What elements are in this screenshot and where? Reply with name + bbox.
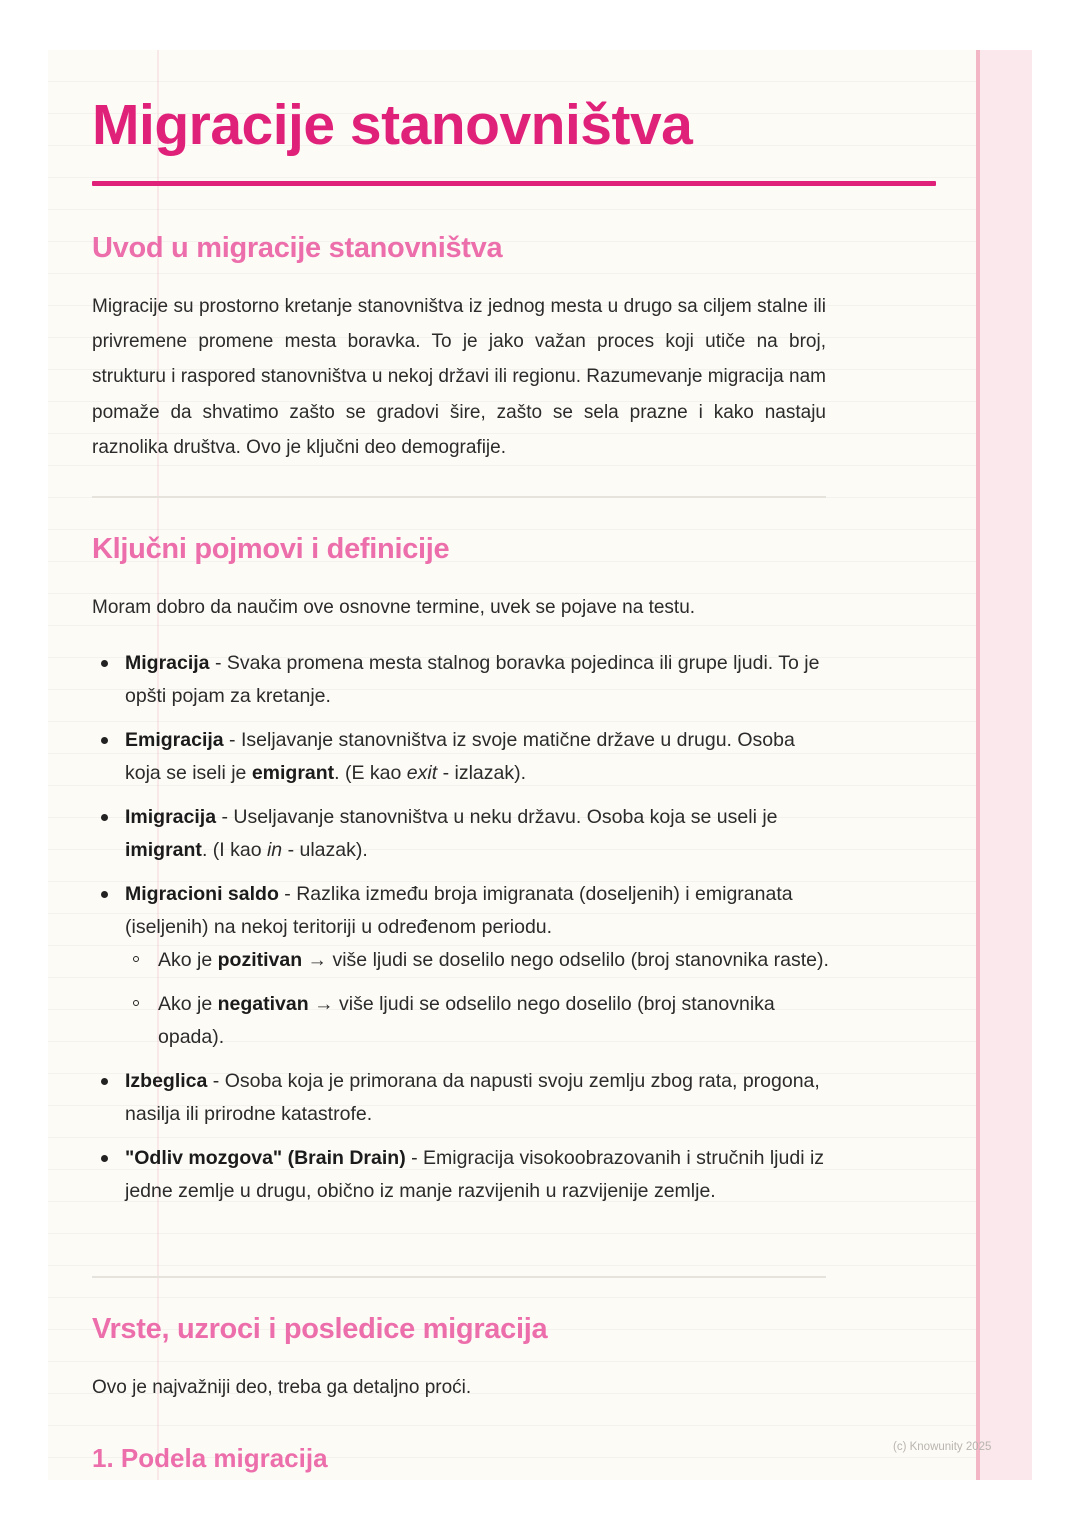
list-item [92,647,832,713]
definition-tail: - izlazak). [437,762,527,784]
intro-paragraph: Migracije su prostorno kretanje stanovništva iz jednog mesta u drugo sa ciljem stalne ili privremene promene mesta boravka. To je jako važan proces koji utiče na broj, strukturu i raspored stanovništva u nekoj državi ili regionu. Razumevanje migracija nam pomaže da shvatimo zašto se gradovi šire, zašto se sela prazne i kako nastaju raznolika društva. Ovo je ključni deo demografije. [92,296,826,458]
mnemonic: exit [406,762,438,784]
sub-list-item [125,988,832,1054]
definition: - Emigracija visokoobrazovanih i stručnih ljudi iz jedne zemlje u drugu, obično iz manje razvijenih u razvijenije zemlje. [125,1147,825,1202]
mnemonic: in [266,839,283,861]
definitions-list [92,647,832,1219]
term: Imigracija [125,806,217,828]
term: Migracija [125,652,210,674]
section-heading-pojmovi: Ključni pojmovi i definicije [92,533,450,565]
list-item [92,1142,832,1208]
term: "Odliv mozgova" (Brain Drain) [125,1147,406,1169]
section-divider [92,1276,826,1278]
term: Izbeglica [125,1070,208,1092]
definition: - Svaka promena mesta stalnog boravka pojedinca ili grupe ljudi. To je opšti pojam za kretanje. [125,652,820,707]
vrste-intro: Ovo je najvažniji deo, treba ga detaljno proći. [92,1377,472,1398]
right-margin-strip [976,50,1032,1480]
definition-tail: . (E kao [334,762,407,784]
subsection-heading: 1. Podela migracija [92,1443,328,1473]
list-item [92,878,832,1054]
definition: - Osoba koja je primorana da napusti svoju zemlju zbog rata, progona, nasilja ili prirodne katastrofe. [125,1070,820,1125]
list-item [92,801,832,867]
list-item [92,1065,832,1131]
section-heading-vrste: Vrste, uzroci i posledice migracija [92,1313,548,1345]
sub-text: Ako je [158,949,218,971]
copyright-footer: (c) Knowunity 2025 [893,1441,992,1453]
list-item [92,724,832,790]
term-inline: imigrant [125,839,202,861]
sub-text: Ako je [158,993,218,1015]
definition-tail: . (I kao [201,839,267,861]
sub-term: pozitivan [217,949,303,971]
sub-term: negativan [217,993,309,1015]
page-title: Migracije stanovništva [92,93,693,157]
sub-list-item [125,944,832,977]
definition: - Iseljavanje stanovništva iz svoje matične države u drugu. Osoba koja se iseli je [125,729,795,784]
sub-text: → više ljudi se odselilo nego doselilo (broj stanovnika opada). [158,993,775,1048]
pojmovi-intro: Moram dobro da naučim ove osnovne termine, uvek se pojave na testu. [92,597,696,618]
definition-tail: - ulazak). [282,839,368,861]
term: Emigracija [125,729,224,751]
term-inline: emigrant [251,762,335,784]
section-heading-uvod: Uvod u migracije stanovništva [92,232,503,264]
sub-list [125,944,832,1054]
right-margin-line [976,50,980,1480]
sub-text: → više ljudi se doselilo nego odselilo (broj stanovnika raste). [302,949,829,971]
definition: - Useljavanje stanovništva u neku državu. Osoba koja se useli je [216,806,778,828]
title-underline [92,181,936,186]
definition: - Razlika između broja imigranata (doseljenih) i emigranata (iseljenih) na nekoj teritoriji u određenom periodu. [125,883,793,938]
term: Migracioni saldo [125,883,279,905]
section-divider [92,496,826,498]
